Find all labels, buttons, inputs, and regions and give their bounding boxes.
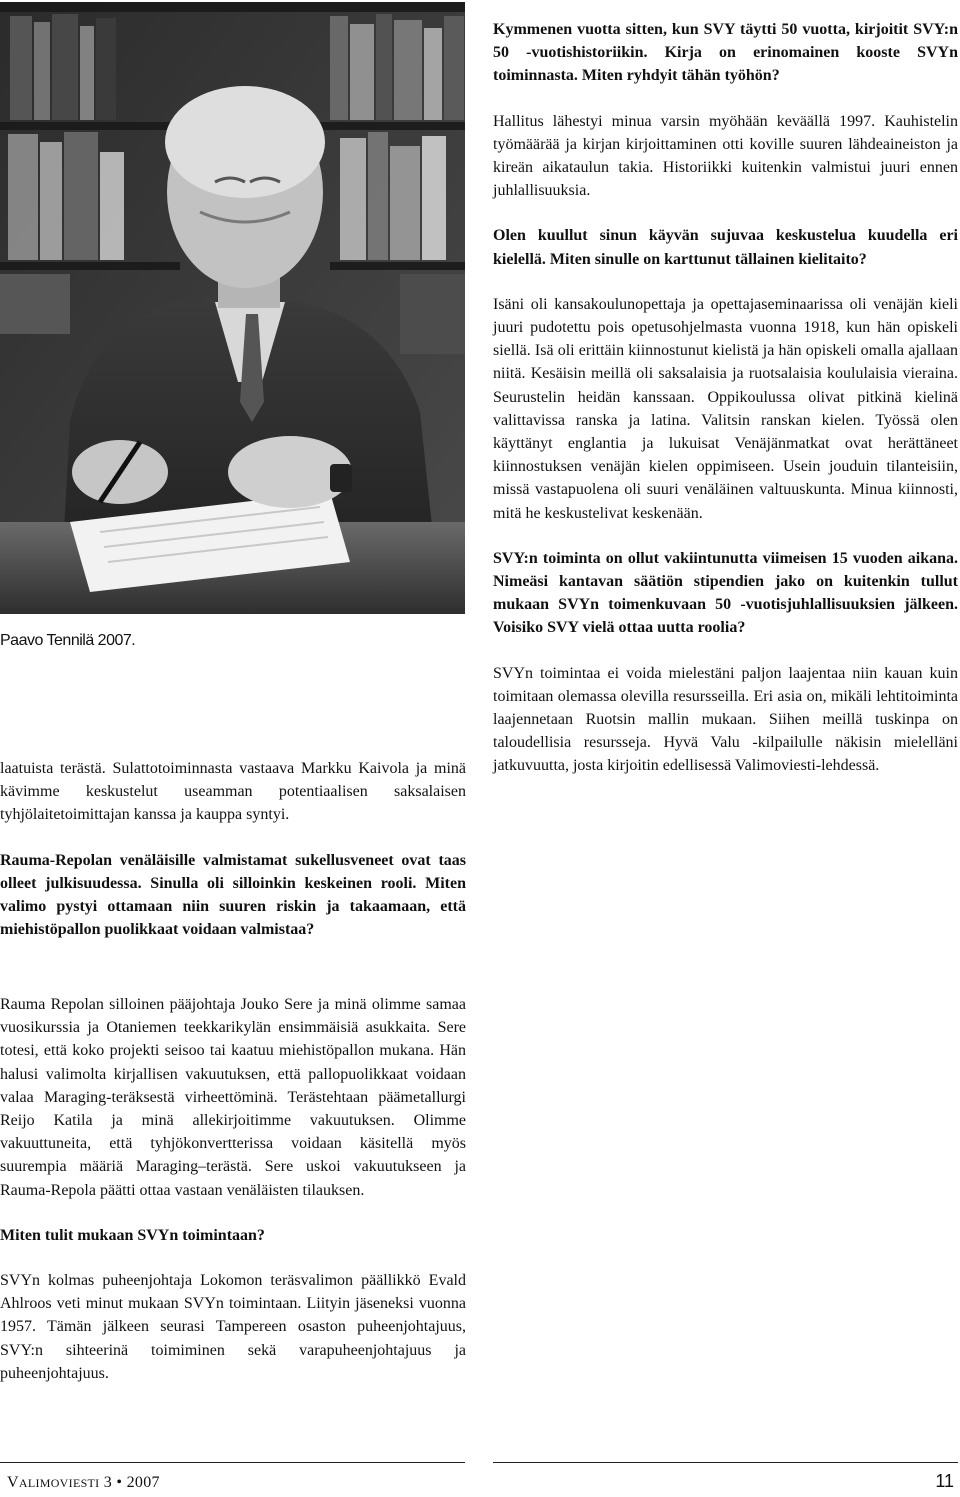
answer-paragraph: Isäni oli kansakoulunopettaja ja opettajaseminaarissa oli venäjän kieli juuri pudotettu pois opetusohjelmasta vuonna 1918, kun hän opiskeli siellä. Isä oli erittäin kiinnostunut kielistä ja hän opiskeli omalla ajallaan niitä. Kesäisin meillä oli saksalaisia ja ruotsalaisia koululaisia vieraina. Seurustelin heidän kanssaan. Oppikoulussa olivat pitkinä kielinä valittavissa ranska ja latina. Valitsin ranskan kielen. Työssä olen käyttänyt englantia ja lukuisat Venäjänmatkat ovat herättäneet kiinnostuksen venäjän kielen oppimiseen. Usein jouduin tilanteisiin, missä vastapuolena oli suuri venäläinen valtuuskunta. Minua kiinnosti, mitä he keskustelivat keskenään. — [493, 295, 958, 522]
portrait-photo — [0, 2, 465, 614]
left-column-lower — [0, 993, 466, 1385]
question-paragraph: Olen kuullut sinun käyvän sujuvaa keskustelua kuudella eri kielellä. Miten sinulle on karttunut tällainen kielitaito? — [493, 227, 958, 268]
left-column-middle — [0, 757, 466, 941]
answer-paragraph: SVYn toimintaa ei voida mielestäni paljon laajentaa niin kauan kuin toimitaan olemassa olevilla resursseilla. Eri asia on, mikäli lehtitoiminta laajennetaan Ruotsin mallin mukaan. Siihen meillä tuskinpa on taloudellisia resursseja. Hyvä Valu -kilpailulle näkisin mielelläni jatkuvuutta, josta kirjoitin edellisessä Valimoviesti-lehdessä. — [493, 664, 958, 775]
answer-paragraph: SVYn kolmas puheenjohtaja Lokomon teräsvalimon päällikkö Evald Ahlroos veti minut mukaan SVYn toimintaan. Liityin jäseneksi vuonna 1957. Tämän jälkeen seurasi Tampereen osaston puheenjohtajuus, SVY:n sihteerinä toimiminen sekä varapuheenjohtajuus ja puheenjohtajuus. — [0, 1272, 466, 1382]
footer-rule-right — [493, 1462, 958, 1463]
footer-rule-left — [0, 1462, 465, 1463]
page-number: 11 — [935, 1471, 954, 1491]
answer-paragraph: Hallitus lähestyi minua varsin myöhään keväällä 1997. Kauhistelin työmäärää ja kirjan kirjoittaminen otti koville suuren lähdeaineiston ja kireän aikataulun takia. Historiikki kuitenkin valmistui juuri ennen juhlallisuuksia. — [493, 112, 958, 200]
answer-paragraph: laatuista terästä. Sulattotoiminnasta vastaava Markku Kaivola ja minä kävimme keskustelut useamman potentiaalisen saksalaisen tyhjölaitetoimittajan kanssa ja kauppa syntyi. — [0, 760, 466, 824]
right-column — [493, 18, 958, 778]
magazine-name-initial: V — [7, 1474, 19, 1491]
question-paragraph: Rauma-Repolan venäläisille valmistamat sukellusveneet ovat taas olleet julkisuudessa. Sinulla oli silloinkin keskeinen rooli. Miten valimo pystyi ottamaan niin suuren riskin ja takaamaan, että miehistöpallon puolikkaat voidaan valmistaa? — [0, 851, 466, 939]
magazine-name-rest: ALIMOVIESTI — [18, 1476, 100, 1490]
answer-paragraph: Rauma Repolan silloinen pääjohtaja Jouko Sere ja minä olimme samaa vuosikurssia ja Otaniemen teekkarikylän ensimmäisiä asukkaita. Sere totesi, että koko projekti seisoo tai kaatuu miehistöpallon mukana. Hän halusi valimolta kirjallisen vakuutuksen, että pallopuolikkaat voidaan valaa Maraging-teräksestä virheettöminä. Terästehtaan päämetallurgi Reijo Katila ja minä allekirjoitimme vakuutuksen. Olimme vakuuttuneita, että tyhjökonvertterissa voidaan käsitellä myös suurempia määriä Maraging–terästä. Sere uskoi vakuutukseen ja Rauma-Repola päätti ottaa vastaan venäläisten tilauksen. — [0, 996, 466, 1199]
issue-number: 3 • 2007 — [103, 1474, 160, 1491]
question-paragraph: Kymmenen vuotta sitten, kun SVY täytti 50 vuotta, kirjoitit SVY:n 50 -vuotishistoriikin. Kirja on erinomainen kooste SVYn toiminnasta. Miten ryhdyit tähän työhön? — [493, 21, 958, 85]
question-paragraph: Miten tulit mukaan SVYn toimintaan? — [0, 1226, 265, 1244]
magazine-footer — [7, 1474, 160, 1492]
question-paragraph: SVY:n toiminta on ollut vakiintunutta viimeisen 15 vuoden aikana. Nimeäsi kantavan säätiön stipendien jako on kuitenkin tullut mukaan SVYn toimenkuvaan 50 -vuotisjuhlallisuuksien jälkeen. Voisiko SVY vielä ottaa uutta roolia? — [493, 549, 958, 637]
photo-caption: Paavo Tennilä 2007. — [0, 632, 136, 649]
